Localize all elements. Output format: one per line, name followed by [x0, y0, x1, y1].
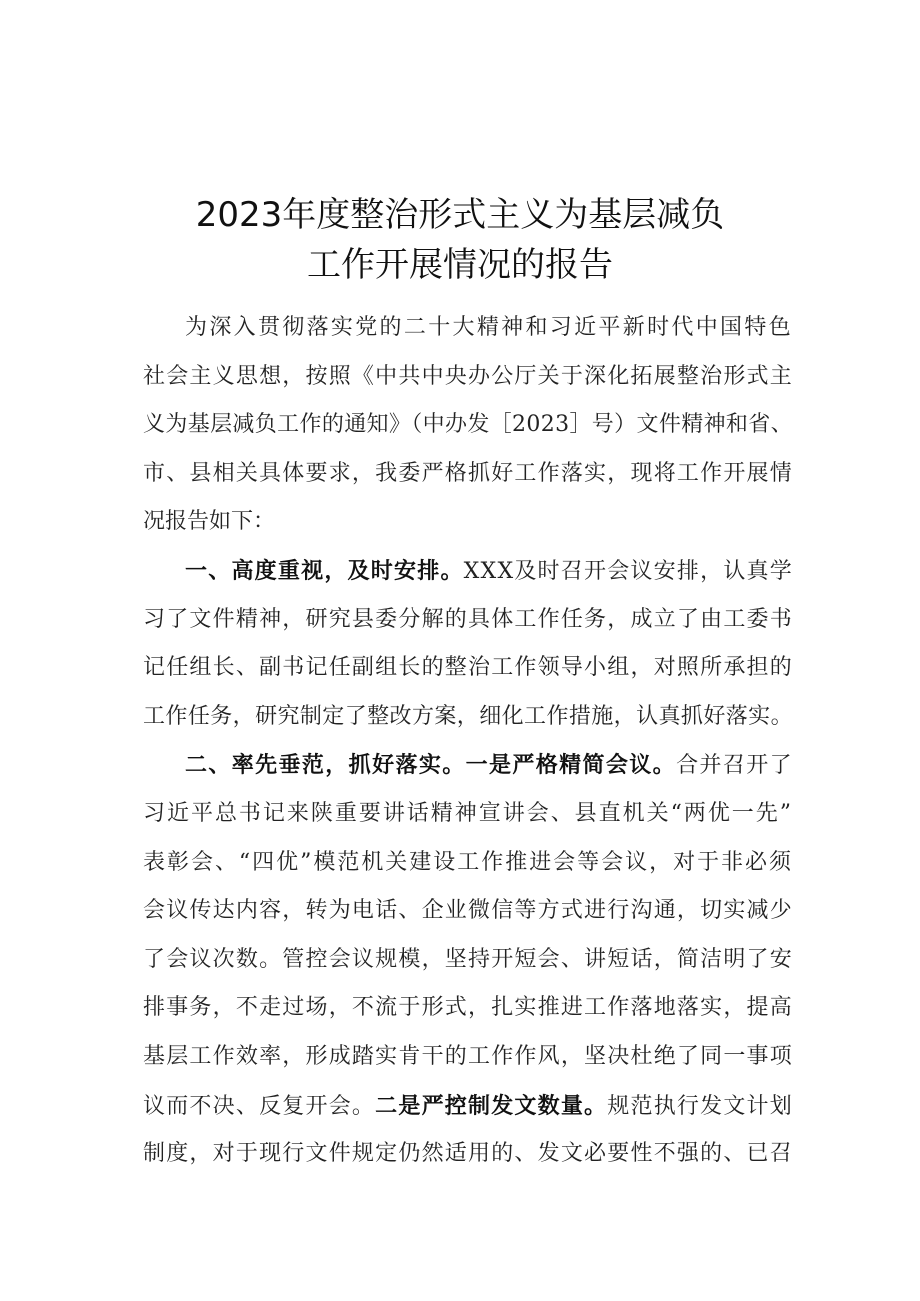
body-text: 义为基层减负工作的通知》（中办发［2023］号）文件精神和省、: [143, 412, 793, 437]
body-text-line: [143, 605, 793, 635]
body-text-line: [143, 799, 793, 829]
body-text-line-content: [143, 459, 793, 489]
body-text-line-content: [143, 362, 793, 392]
body-text-line: [185, 313, 793, 343]
body-text: 社会主义思想，按照《中共中央办公厅关于深化拓展整治形式主: [143, 364, 793, 389]
body-text: 合并召开了: [676, 753, 793, 778]
body-text-line-content: [143, 1091, 793, 1122]
section-heading-text: 二、率先垂范，抓好落实。一是严格精简会议。: [185, 752, 677, 778]
body-text: 会议传达内容，转为电话、企业微信等方式进行沟通，切实减少: [143, 898, 793, 923]
section-heading-text: 二是严控制发文数量。: [375, 1093, 608, 1119]
body-text: XXX及时召开会议安排，认真学: [463, 559, 793, 584]
body-text-line-content: [143, 896, 793, 926]
body-text-line: [143, 993, 793, 1023]
body-text-line: [143, 410, 793, 440]
body-text-line: [143, 653, 793, 683]
body-text-line-content: [143, 993, 793, 1023]
body-text-line-content: [143, 799, 793, 829]
body-text: 况报告如下：: [143, 509, 276, 534]
body-text-line: [143, 459, 793, 489]
body-text: 规范执行发文计划: [607, 1094, 793, 1119]
body-text-line-content: [143, 507, 275, 537]
body-text-line: [143, 1042, 793, 1072]
body-text: 习了文件精神，研究县委分解的具体工作任务，成立了由工委书: [143, 607, 793, 632]
body-text-line: [143, 507, 793, 537]
body-text-line-content: [143, 945, 793, 975]
body-text-line-content: [143, 410, 793, 440]
document-title-line-2: 工作开展情况的报告: [307, 245, 613, 285]
body-text: 表彰会、“四优”模范机关建设工作推进会等会议，对于非必须: [143, 850, 793, 875]
body-text-line: [143, 362, 793, 392]
body-text: 为深入贯彻落实党的二十大精神和习近平新时代中国特色: [185, 315, 793, 340]
body-text: 制度，对于现行文件规定仍然适用的、发文必要性不强的、已召: [143, 1141, 793, 1166]
body-text-line-content: [185, 556, 793, 587]
body-text-line-content: [143, 1139, 793, 1169]
body-text-line-content: [143, 702, 793, 732]
body-text-line-content: [185, 313, 793, 343]
body-text: 工作任务，研究制定了整改方案，细化工作措施，认真抓好落实。: [143, 704, 793, 729]
body-text-line: [143, 848, 793, 878]
body-text-line-content: [143, 848, 793, 878]
body-text-line: [143, 1091, 793, 1121]
body-text-line: [185, 556, 793, 586]
body-text-line: [143, 896, 793, 926]
body-text: 了会议次数。管控会议规模，坚持开短会、讲短话，简洁明了安: [143, 947, 793, 972]
body-text: 议而不决、反复开会。: [143, 1094, 376, 1119]
body-text: 市、县相关具体要求，我委严格抓好工作落实，现将工作开展情: [143, 461, 793, 486]
body-text-line-content: [185, 750, 793, 781]
body-text-line-content: [143, 1042, 793, 1072]
body-text: 基层工作效率，形成踏实肯干的工作作风，坚决杜绝了同一事项: [143, 1044, 793, 1069]
section-heading-text: 一、高度重视，及时安排。: [185, 558, 464, 584]
body-text-line-content: [143, 605, 793, 635]
body-text-line-content: [143, 653, 793, 683]
document-title-line-1: 2023年度整治形式主义为基层减负: [195, 195, 725, 235]
body-text: 排事务，不走过场，不流于形式，扎实推进工作落地落实，提高: [143, 995, 793, 1020]
body-text: 习近平总书记来陕重要讲话精神宣讲会、县直机关“两优一先”: [143, 801, 793, 826]
body-text-line: [185, 750, 793, 780]
body-text: 记任组长、副书记任副组长的整治工作领导小组，对照所承担的: [143, 655, 793, 680]
body-text-line: [143, 1139, 793, 1169]
body-text-line: [143, 945, 793, 975]
body-text-line: [143, 702, 793, 732]
